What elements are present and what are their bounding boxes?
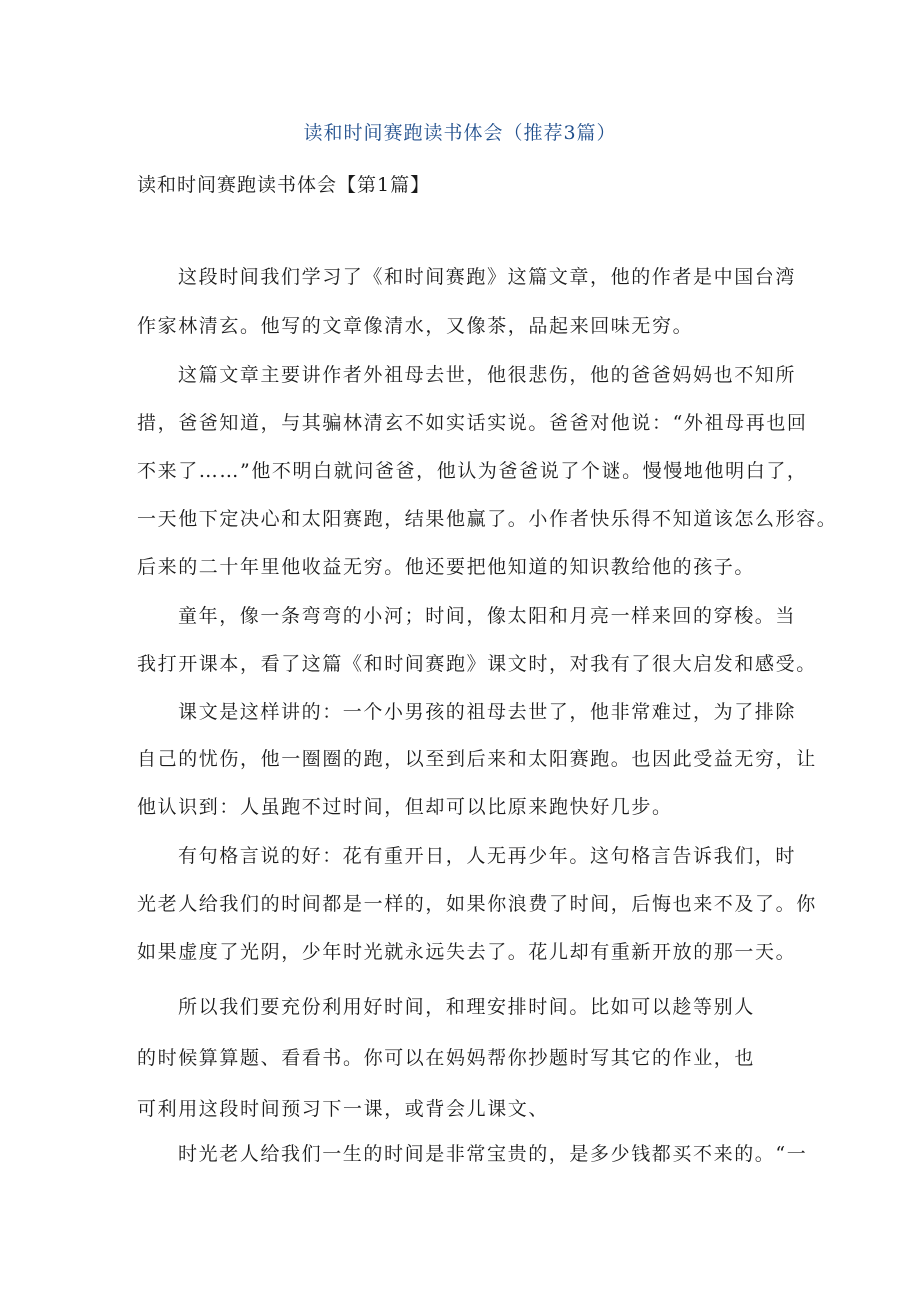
- paragraph-line: 如果虚度了光阴，少年时光就永远失去了。花儿却有重新开放的那一天。: [137, 941, 797, 963]
- paragraph-line: 他认识到：人虽跑不过时间，但却可以比原来跑快好几步。: [137, 796, 673, 818]
- paragraph-line: 我打开课本，看了这篇《和时间赛跑》课文时，对我有了很大启发和感受。: [137, 653, 817, 675]
- paragraph-line: 后来的二十年里他收益无穷。他还要把他知道的知识教给他的孩子。: [137, 556, 756, 578]
- paragraph-line: 这篇文章主要讲作者外祖母去世，他很悲伤，他的爸爸妈妈也不知所: [178, 364, 797, 386]
- paragraph-line: 光老人给我们的时间都是一样的，如果你浪费了时间，后悔也来不及了。你: [137, 893, 817, 915]
- paragraph-line: 可利用这段时间预习下一课，或背会儿课文、: [137, 1098, 550, 1120]
- paragraph-line: 课文是这样讲的：一个小男孩的祖母去世了，他非常难过，为了排除: [178, 701, 797, 723]
- paragraph-line: 这段时间我们学习了《和时间赛跑》这篇文章，他的作者是中国台湾: [178, 266, 797, 288]
- paragraph-line: 有句格言说的好：花有重开日，人无再少年。这句格言告诉我们，时: [178, 845, 797, 867]
- section-heading: 读和时间赛跑读书体会【第1篇】: [137, 174, 431, 196]
- paragraph-line: 措，爸爸知道，与其骗林清玄不如实话实说。爸爸对他说：“外祖母再也回: [137, 412, 808, 434]
- document-title: 读和时间赛跑读书体会（推荐3篇）: [303, 122, 617, 144]
- paragraph-line: 所以我们要充份利用好时间，和理安排时间。比如可以趁等别人: [178, 996, 755, 1018]
- paragraph-line: 的时候算算题、看看书。你可以在妈妈帮你抄题时写其它的作业，也: [137, 1047, 756, 1069]
- paragraph-line: 童年，像一条弯弯的小河；时间，像太阳和月亮一样来回的穿梭。当: [178, 605, 797, 627]
- paragraph-line: 自己的忧伤，他一圈圈的跑，以至到后来和太阳赛跑。也因此受益无穷，让: [137, 748, 817, 770]
- paragraph-line: 不来了……”他不明白就问爸爸，他认为爸爸说了个谜。慢慢地他明白了，: [137, 460, 808, 482]
- paragraph-line: 时光老人给我们一生的时间是非常宝贵的，是多少钱都买不来的。“一: [178, 1143, 808, 1165]
- paragraph-line: 作家林清玄。他写的文章像清水，又像茶，品起来回味无穷。: [137, 315, 694, 337]
- paragraph-line: 一天他下定决心和太阳赛跑，结果他赢了。小作者快乐得不知道该怎么形容。: [137, 508, 838, 530]
